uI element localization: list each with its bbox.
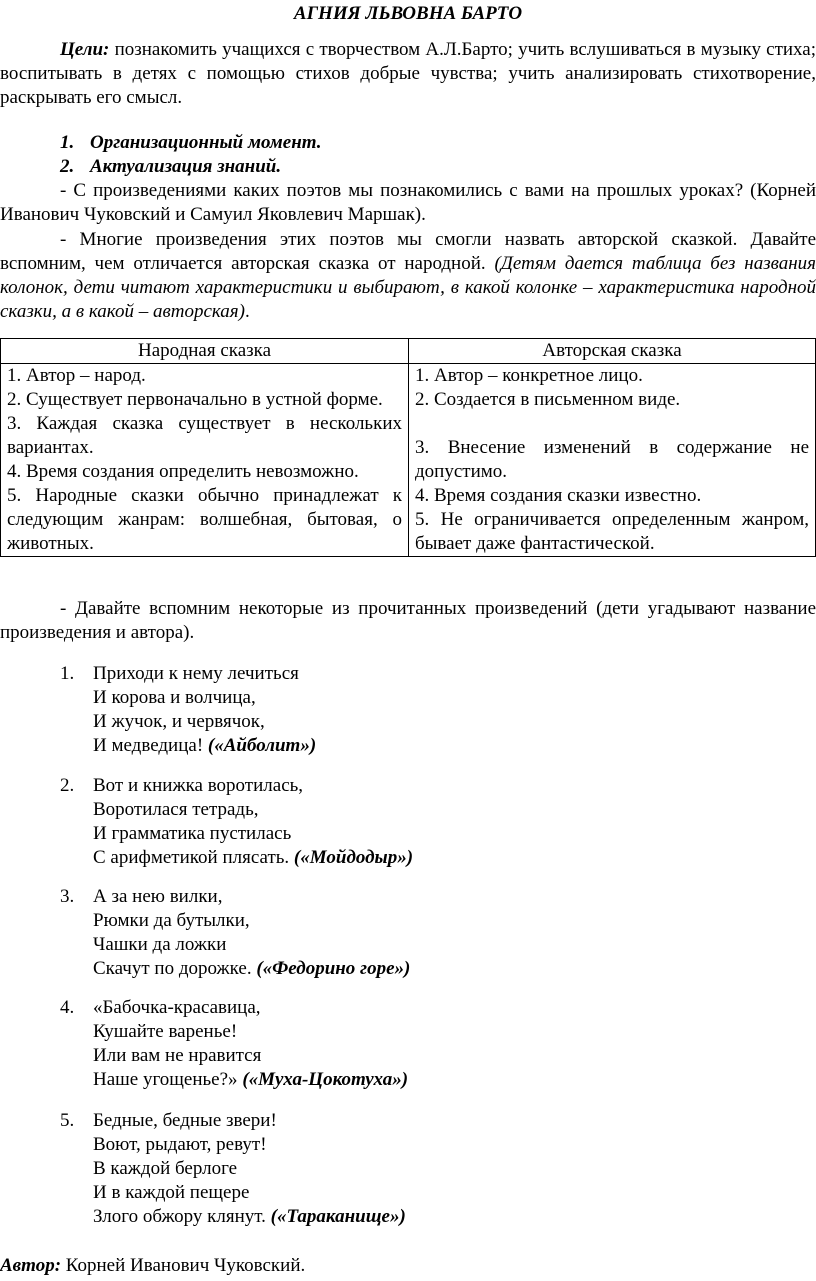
poem-line: Приходи к нему лечиться: [93, 663, 299, 684]
table-row: [1, 364, 816, 557]
poem-line: Бедные, бедные звери!: [93, 1110, 277, 1131]
poem-line: И в каждой пещере: [93, 1182, 250, 1203]
poem-line: «Бабочка-красавица,: [93, 997, 261, 1018]
poem-line: И жучок, и червячок,: [93, 711, 265, 732]
author-tale-characteristics: [409, 364, 816, 557]
poem-answer: («Муха-Цокотуха»): [242, 1069, 409, 1090]
question-paragraph-1: - С произведениями каких поэтов мы познакомились с вами на прошлых уроках? (Корней Иванович Чуковский и Самуил Яковлевич Маршак).: [0, 180, 816, 225]
goals-label: Цели:: [60, 39, 110, 60]
poem-line: Наше угощенье?»: [93, 1069, 238, 1090]
list-item: 2. Создается в письменном виде.: [415, 389, 681, 410]
poem-line: Скачут по дорожке.: [93, 958, 252, 979]
poem-line: И грамматика пустилась: [93, 823, 292, 844]
author-label: Автор:: [0, 1255, 62, 1276]
fairy-tale-comparison-table: [0, 338, 816, 557]
header-folk-tale: Народная сказка: [1, 339, 409, 364]
goals-paragraph: [0, 38, 816, 110]
poem-line: С арифметикой плясать.: [93, 847, 290, 868]
table-header-row: [1, 339, 816, 364]
section-heading-1: 1. Организационный момент.: [60, 132, 322, 153]
author-name: Корней Иванович Чуковский.: [65, 1255, 306, 1276]
goals-text: познакомить учащихся с творчеством А.Л.Барто; учить вслушиваться в музыку стиха; воспитывать в детях с помощью стихов добрые чувства; учить анализировать стихотворение, раскрывать его смысл.: [0, 39, 816, 108]
list-item: 5. Народные сказки обычно принадлежат к следующим жанрам: волшебная, бытовая, о животных.: [7, 485, 402, 554]
poem-number: 4.: [60, 997, 75, 1018]
poem-line: Воротилася тетрадь,: [93, 799, 259, 820]
list-item: 2. Существует первоначально в устной форме.: [7, 389, 383, 410]
question-paragraph-3: - Давайте вспомним некоторые из прочитанных произведений (дети угадывают название произведения и автора).: [0, 598, 816, 643]
poem-answer: («Айболит»): [207, 735, 317, 756]
list-item: 3. Внесение изменений в содержание не допустимо.: [415, 437, 809, 482]
question-paragraph-2: - Многие произведения этих поэтов мы смогли назвать авторской сказкой. Давайте вспомним, чем отличается авторская сказка от народной. (Детям дается таблица без названия колонок, дети читают характеристики и выбирают, в какой колонке – характеристика народной сказки, а в какой – авторская).: [0, 229, 816, 322]
poem-line: Или вам не нравится: [93, 1045, 262, 1066]
author-line: [0, 1254, 305, 1278]
list-item: 3. Каждая сказка существует в нескольких вариантах.: [7, 413, 402, 458]
poem-line: И медведица!: [93, 735, 204, 756]
poem-line: Кушайте варенье!: [93, 1021, 238, 1042]
poem-line: И корова и волчица,: [93, 687, 256, 708]
poem-number: 5.: [60, 1110, 75, 1131]
poem-number: 3.: [60, 886, 75, 907]
list-item: 1. Автор – конкретное лицо.: [415, 365, 643, 386]
poem-number: 1.: [60, 663, 75, 684]
poem-line: Рюмки да бутылки,: [93, 910, 250, 931]
header-author-tale: Авторская сказка: [409, 339, 816, 364]
poem-line: Злого обжору клянут.: [93, 1206, 266, 1227]
teacher-note: (Детям дается таблица без названия колонок, дети читают характеристики и выбирают, в какой колонке – характеристика народной сказки, а в какой – авторская): [0, 253, 816, 322]
poem-line: Вот и книжка воротилась,: [93, 775, 304, 796]
list-item: 4. Время создания сказки известно.: [415, 485, 702, 506]
poem-answer: («Мойдодыр»): [293, 847, 414, 868]
poem-answer: («Федорино горе»): [256, 958, 411, 979]
poem-line: Воют, рыдают, ревут!: [93, 1134, 267, 1155]
poem-number: 2.: [60, 775, 75, 796]
list-item: 4. Время создания определить невозможно.: [7, 461, 359, 482]
poem-answer: («Тараканище»): [270, 1206, 406, 1227]
poem-line: В каждой берлоге: [93, 1158, 238, 1179]
poem-line: А за нею вилки,: [93, 886, 223, 907]
list-item: 5. Не ограничивается определенным жанром, бывает даже фантастической.: [415, 509, 809, 554]
document-title: АГНИЯ ЛЬВОВНА БАРТО: [293, 3, 523, 24]
list-item: 1. Автор – народ.: [7, 365, 146, 386]
poem-line: Чашки да ложки: [93, 934, 227, 955]
folk-tale-characteristics: [1, 364, 409, 557]
section-heading-2: 2. Актуализация знаний.: [60, 156, 282, 177]
